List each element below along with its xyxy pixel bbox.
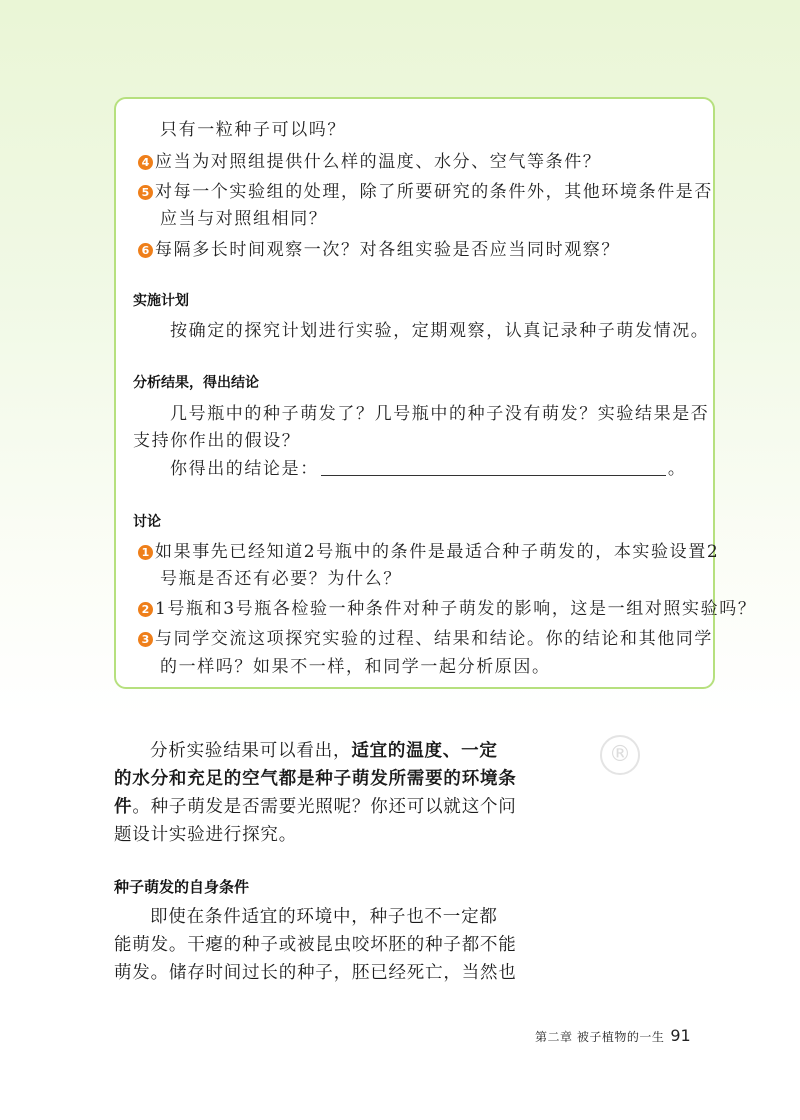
discussion-2 [138,598,756,620]
discussion-1-line1: 如果事先已经知道2号瓶中的条件是最适合种子萌发的，本实验设置2 [155,542,720,562]
conclusion-end: 。 [667,459,687,479]
section-subheading: 种子萌发的自身条件 [114,878,250,896]
implement-text: 按确定的探究计划进行实验，定期观察，认真记录种子萌发情况。 [170,321,710,341]
discussion-3-line2: 的一样吗？如果不一样，和同学一起分析原因。 [160,657,551,677]
discussion-2-text: 1号瓶和3号瓶各检验一种条件对种子萌发的影响，这是一组对照实验吗？ [155,599,757,619]
paragraph1-line4: 题设计实验进行探究。 [114,825,297,845]
number-badge-5: 5 [138,185,153,200]
conclusion-blank[interactable] [321,459,666,476]
page-footer [535,1026,691,1045]
paragraph1-line2: 的水分和充足的空气都是种子萌发所需要的环境条 [114,769,517,789]
number-badge-4: 4 [138,155,153,170]
question-6-text: 每隔多长时间观察一次？对各组实验是否应当同时观察？ [155,240,620,260]
conclusion-prefix: 你得出的结论是： [170,459,319,479]
paragraph1-line1-bold: 适宜的温度、一定 [351,741,498,761]
paragraph1-line3-bold: 件 [114,797,133,817]
number-badge-d1: 1 [138,545,153,560]
continuation-text: 只有一粒种子可以吗？ [160,120,346,140]
discussion-1-line2: 号瓶是否还有必要？为什么？ [160,569,402,589]
question-5-text-line2: 应当与对照组相同？ [160,209,328,229]
discussion-3 [138,628,713,650]
discussion-1 [138,541,719,563]
paragraph2-line2: 能萌发。干瘪的种子或被昆虫咬坏胚的种子都不能 [114,935,517,955]
number-badge-d3: 3 [138,632,153,647]
analysis-heading: 分析结果，得出结论 [133,375,259,391]
conclusion-line [170,458,686,480]
question-5 [138,181,713,203]
question-4 [138,151,601,173]
analysis-line1: 几号瓶中的种子萌发了？几号瓶中的种子没有萌发？实验结果是否 [170,404,710,424]
question-5-text-line1: 对每一个实验组的处理，除了所要研究的条件外，其他环境条件是否 [155,182,713,202]
number-badge-d2: 2 [138,602,153,617]
number-badge-6: 6 [138,243,153,258]
implement-heading: 实施计划 [133,293,189,309]
paragraph1-line1 [150,739,498,763]
analysis-line2: 支持你作出的假设？ [133,431,301,451]
discussion-3-line1: 与同学交流这项探究实验的过程、结果和结论。你的结论和其他同学 [155,629,713,649]
question-4-text: 应当为对照组提供什么样的温度、水分、空气等条件？ [155,152,602,172]
discussion-heading: 讨论 [133,514,161,530]
paragraph1-line1-a: 分析实验结果可以看出， [150,741,352,761]
footer-chapter: 第二章 被子植物的一生 [535,1030,665,1044]
page-number: 91 [670,1026,691,1045]
paragraph1-line3 [114,795,517,819]
paragraph1-line3-b: 。种子萌发是否需要光照呢？你还可以就这个问 [132,797,517,817]
paragraph2-line3: 萌发。储存时间过长的种子，胚已经死亡，当然也 [114,963,517,983]
paragraph2-line1: 即使在条件适宜的环境中，种子也不一定都 [150,907,498,927]
registered-mark: ® [600,735,640,775]
question-6 [138,239,620,261]
